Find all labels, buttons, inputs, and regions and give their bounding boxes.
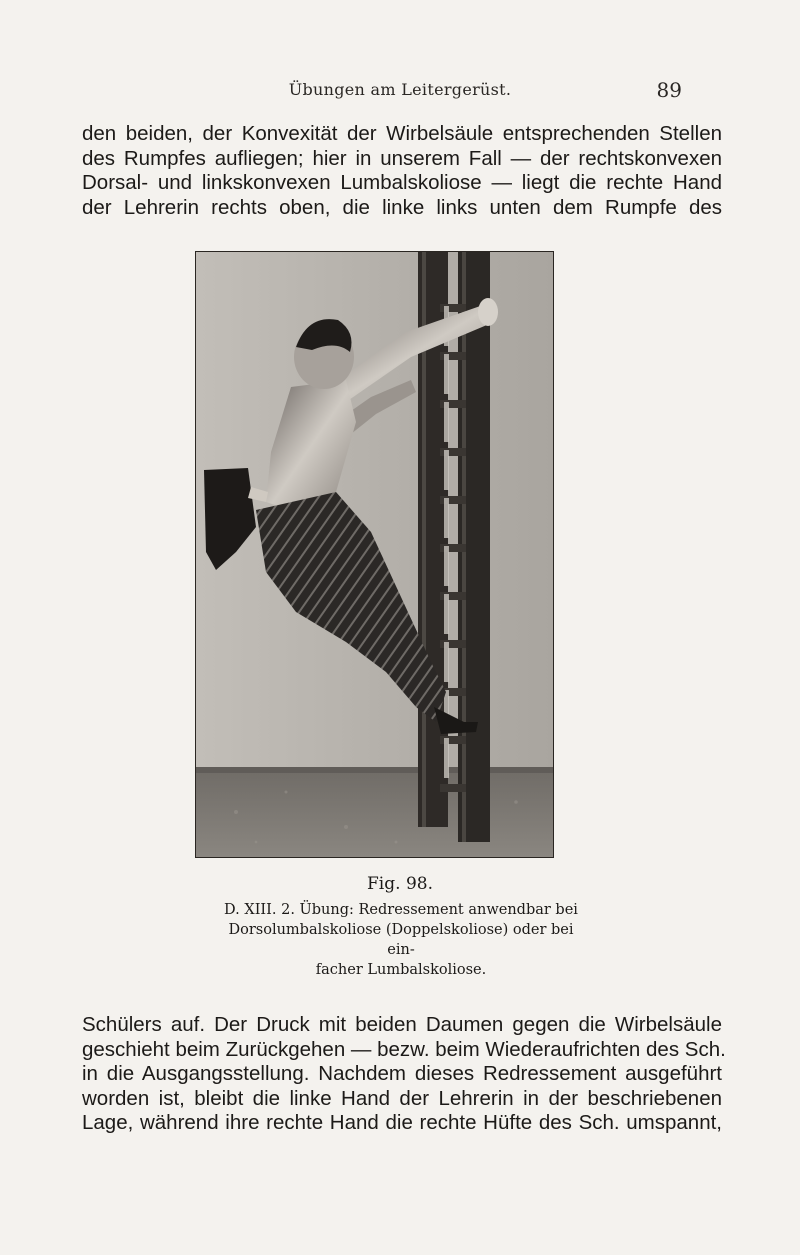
- text-line: in die Ausgangsstellung. Nachdem dieses Redressement ausgeführt: [82, 1062, 722, 1085]
- text-line: des Rumpfes aufliegen; hier in unserem Fall — der rechtskonvexen: [82, 146, 722, 170]
- text-line: geschieht beim Zurückgehen — bezw. beim Wiederaufrichten des Sch.: [82, 1037, 726, 1061]
- figure-caption: [215, 900, 587, 980]
- figure-photograph: [195, 251, 554, 858]
- running-title: Übungen am Leitergerüst.: [288, 80, 512, 99]
- text-line: worden ist, bleibt die linke Hand der Lehrerin in der beschriebenen: [82, 1086, 722, 1110]
- paragraph-bottom: [82, 1013, 726, 1136]
- text-line: der Lehrerin rechts oben, die linke links unten dem Rumpfe des: [82, 195, 722, 219]
- caption-line: facher Lumbalskoliose.: [315, 962, 487, 978]
- caption-line: Dorsolumbalskoliose (Doppelskoliose) oder bei ein-: [228, 922, 574, 958]
- text-line: Lage, während ihre rechte Hand die rechte Hüfte des Sch. umspannt,: [82, 1111, 722, 1134]
- page-number: 89: [656, 78, 682, 102]
- page-header: [0, 80, 800, 108]
- text-line: Schülers auf. Der Druck mit beiden Daumen gegen die Wirbelsäule: [82, 1013, 722, 1036]
- figure-photo-illustration: [196, 252, 553, 857]
- caption-line: D. XIII. 2. Übung: Redressement anwendbar bei: [224, 902, 578, 918]
- text-line: Dorsal- und linkskonvexen Lumbalskoliose — liegt die rechte Hand: [82, 171, 722, 194]
- text-line: den beiden, der Konvexität der Wirbelsäule entsprechenden Stellen: [82, 122, 722, 145]
- paragraph-top: [82, 122, 722, 220]
- figure-label: Fig. 98.: [367, 874, 433, 894]
